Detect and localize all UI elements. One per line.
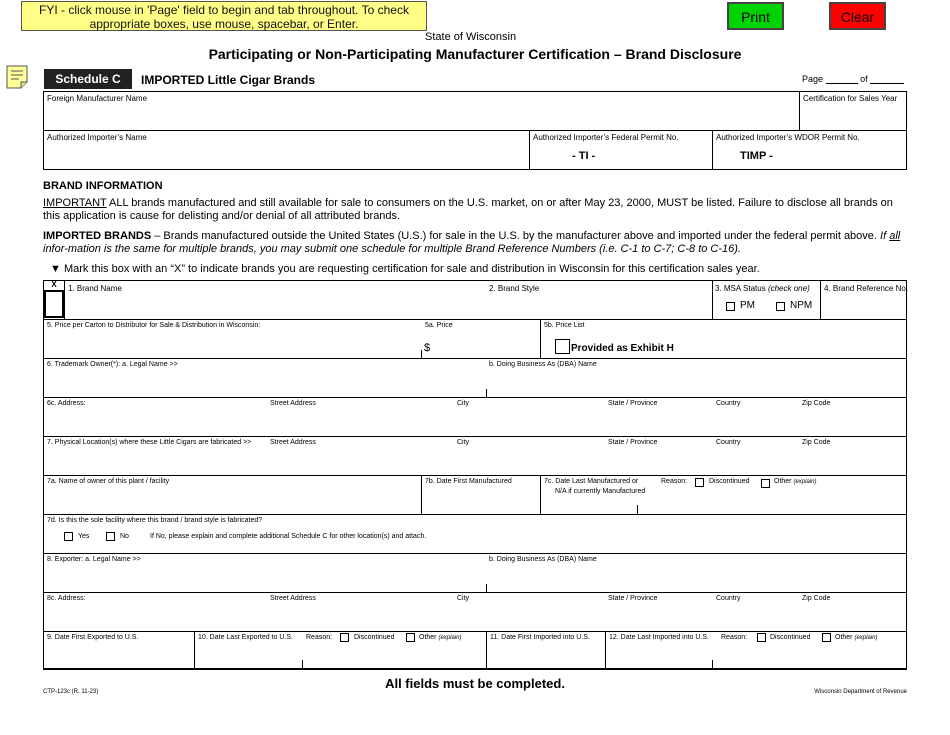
- npm-label: NPM: [790, 300, 813, 311]
- exporter-dba-input[interactable]: [488, 565, 906, 591]
- date-7c-input[interactable]: [542, 497, 636, 513]
- brand-style-label: 2. Brand Style: [489, 284, 540, 293]
- date-7b-input[interactable]: [423, 488, 539, 513]
- date-12-input[interactable]: [607, 643, 711, 667]
- discontinued-12-label: Discontinued: [770, 634, 811, 641]
- discontinued-10-checkbox[interactable]: [340, 633, 349, 642]
- schedule-title: IMPORTED Little Cigar Brands: [141, 73, 316, 87]
- federal-permit-input[interactable]: [610, 145, 710, 167]
- reason-12-label: Reason:: [721, 634, 748, 641]
- phys-loc-input[interactable]: [44, 448, 906, 474]
- other-7c-checkbox[interactable]: [761, 479, 770, 488]
- important-label: IMPORTANT: [43, 197, 107, 209]
- zip-6c-label: Zip Code: [802, 400, 831, 407]
- brand-style-input[interactable]: [488, 293, 710, 317]
- city-7-label: City: [457, 439, 470, 446]
- important-text: ALL brands manufactured and still available for sale to consumers on the U.S. market, on or after May 23, 2000, MUST be listed. Failure to disclose all brands on this application is cause for delisting and/or denial of all attributed brands.: [43, 197, 893, 222]
- brand-info-heading: BRAND INFORMATION: [43, 180, 163, 192]
- mark-instruction: ▼ Mark this box with an “X” to indicate brands you are requesting certification for sale and distribution in Wisconsin for this certification sales year.: [50, 263, 760, 275]
- phys-loc-label: 7. Physical Location(s) where these Little Cigars are fabricated >>: [47, 439, 252, 446]
- city-6c-label: City: [457, 400, 470, 407]
- other-7c-label: Other (explain): [774, 478, 817, 485]
- imported-italic-1: If: [880, 230, 887, 242]
- page-total-input[interactable]: [870, 74, 904, 84]
- cert-year-label: Certification for Sales Year: [803, 94, 898, 103]
- exporter-label: 8. Exporter: a. Legal Name >>: [47, 556, 141, 563]
- exporter-dba-label: b. Doing Business As (DBA) Name: [489, 556, 597, 563]
- federal-permit-label: Authorized Importer’s Federal Permit No.: [533, 133, 679, 142]
- npm-checkbox[interactable]: [776, 302, 785, 311]
- date-11-label: 11. Date First Imported into U.S.: [490, 634, 590, 641]
- of-label: of: [860, 74, 868, 84]
- importer-name-input[interactable]: [44, 143, 528, 169]
- other-12-checkbox[interactable]: [822, 633, 831, 642]
- all-fields-notice: All fields must be completed.: [385, 676, 565, 691]
- pm-checkbox[interactable]: [726, 302, 735, 311]
- wdor-permit-label: Authorized Importer’s WDOR Permit No.: [716, 133, 860, 142]
- zip-7-label: Zip Code: [802, 439, 831, 446]
- state-7-label: State / Province: [608, 439, 658, 446]
- sole-if-no-text: If No, please explain and complete additional Schedule C for other location(s) and attach.: [150, 533, 427, 540]
- brand-select-checkbox[interactable]: [44, 290, 64, 318]
- brand-name-label: 1. Brand Name: [68, 284, 122, 293]
- sole-yes-checkbox[interactable]: [64, 532, 73, 541]
- important-paragraph: [43, 197, 908, 223]
- brand-name-input[interactable]: [66, 293, 484, 317]
- date-7c-label: 7c. Date Last Manufactured or: [544, 478, 639, 485]
- address-6c-input[interactable]: [44, 409, 906, 435]
- sole-7d-label: 7d. Is this the sole facility where this brand / brand style is fabricated?: [47, 517, 263, 524]
- x-header: X: [51, 280, 57, 289]
- foreign-manufacturer-input[interactable]: [44, 104, 798, 129]
- form-title: Participating or Non-Participating Manufacturer Certification – Brand Disclosure: [208, 46, 742, 62]
- federal-permit-prefix: - TI -: [572, 150, 596, 162]
- discontinued-7c-checkbox[interactable]: [695, 478, 704, 487]
- department-name: Wisconsin Department of Revenue: [814, 689, 907, 695]
- city-8c-label: City: [457, 595, 470, 602]
- other-10-label: Other (explain): [419, 634, 462, 641]
- tm-dba-label: b. Doing Business As (DBA) Name: [489, 361, 597, 368]
- owner-7a-input[interactable]: [44, 488, 420, 513]
- price-5a-input[interactable]: [433, 333, 538, 356]
- street-7-label: Street Address: [270, 439, 316, 446]
- date-9-label: 9. Date First Exported to U.S.: [47, 634, 139, 641]
- cert-year-input[interactable]: [800, 104, 906, 129]
- price-5b-label: 5b. Price List: [544, 322, 585, 329]
- pm-label: PM: [740, 300, 755, 311]
- imported-label: IMPORTED BRANDS: [43, 230, 152, 242]
- street-6c-label: Street Address: [270, 400, 316, 407]
- brand-ref-input[interactable]: [822, 293, 906, 317]
- note-icon[interactable]: [6, 65, 28, 89]
- brand-ref-label: 4. Brand Reference No.: [824, 284, 909, 293]
- street-8c-label: Street Address: [270, 595, 316, 602]
- date-11-input[interactable]: [488, 643, 604, 667]
- date-9-input[interactable]: [44, 643, 193, 667]
- other-12-label: Other (explain): [835, 634, 878, 641]
- sole-yes-label: Yes: [78, 533, 90, 540]
- tm-owner-label: 6. Trademark Owner(*): a. Legal Name >>: [47, 361, 178, 368]
- form-number: CTP-123c (R. 11-23): [43, 689, 99, 695]
- address-8c-input[interactable]: [44, 604, 906, 630]
- date-10-input[interactable]: [196, 643, 301, 667]
- owner-7a-label: 7a. Name of owner of this plant / facility: [47, 478, 170, 485]
- state-8c-label: State / Province: [608, 595, 658, 602]
- zip-8c-label: Zip Code: [802, 595, 831, 602]
- sole-no-label: No: [120, 533, 129, 540]
- state-6c-label: State / Province: [608, 400, 658, 407]
- sole-no-checkbox[interactable]: [106, 532, 115, 541]
- reason-10-label: Reason:: [306, 634, 333, 641]
- clear-button[interactable]: Clear: [829, 2, 886, 30]
- page-indicator: [802, 74, 904, 84]
- price-carton-label: 5. Price per Carton to Distributor for Sale & Distribution in Wisconsin:: [47, 322, 261, 329]
- foreign-manufacturer-label: Foreign Manufacturer Name: [47, 94, 148, 103]
- tm-dba-input[interactable]: [488, 370, 906, 396]
- price-5a-label: 5a. Price: [425, 322, 453, 329]
- imported-paragraph: [43, 230, 908, 256]
- address-8c-label: 8c. Address:: [47, 595, 86, 602]
- imported-italic-2: infor-mation is the same for multiple brands, you may submit one schedule for multiple Brand Reference Numbers (i.e. C-1 to C-7; C-8 to C-16).: [43, 243, 741, 255]
- msa-status-label: 3. MSA Status (check one): [715, 284, 810, 293]
- exhibit-h-checkbox[interactable]: [555, 339, 570, 354]
- wdor-permit-prefix: TIMP -: [740, 150, 773, 162]
- schedule-badge: Schedule C: [44, 69, 132, 89]
- discontinued-7c-label: Discontinued: [709, 478, 750, 485]
- date-12-label: 12. Date Last Imported into U.S.: [609, 634, 709, 641]
- country-7-label: Country: [716, 439, 741, 446]
- discontinued-12-checkbox[interactable]: [757, 633, 766, 642]
- date-7c-sub-label: N/A if currently Manufactured: [555, 488, 646, 495]
- dollar-sign: $: [424, 342, 431, 354]
- other-10-checkbox[interactable]: [406, 633, 415, 642]
- discontinued-10-label: Discontinued: [354, 634, 395, 641]
- page-label: Page: [802, 74, 824, 84]
- importer-name-label: Authorized Importer’s Name: [47, 133, 147, 142]
- page-input[interactable]: [826, 74, 858, 84]
- address-6c-label: 6c. Address:: [47, 400, 86, 407]
- imported-italic-all: all: [889, 230, 901, 242]
- wdor-permit-input[interactable]: [780, 145, 905, 167]
- date-7b-label: 7b. Date First Manufactured: [425, 478, 512, 485]
- exhibit-h-label: Provided as Exhibit H: [571, 343, 674, 354]
- state-label: State of Wisconsin: [425, 31, 517, 43]
- tm-owner-input[interactable]: [44, 370, 484, 396]
- date-10-label: 10. Date Last Exported to U.S.: [198, 634, 293, 641]
- reason-7c-label: Reason:: [661, 478, 688, 485]
- exporter-input[interactable]: [44, 565, 484, 591]
- imported-text: – Brands manufactured outside the United States (U.S.) for sale in the U.S. by the manufacturer above and imported under the federal permit above.: [154, 230, 877, 242]
- fyi-instructions: FYI - click mouse in 'Page' field to begin and tab throughout. To check appropriate boxes, use mouse, spacebar, or Enter.: [21, 1, 427, 31]
- print-button[interactable]: Print: [727, 2, 784, 30]
- country-8c-label: Country: [716, 595, 741, 602]
- country-6c-label: Country: [716, 400, 741, 407]
